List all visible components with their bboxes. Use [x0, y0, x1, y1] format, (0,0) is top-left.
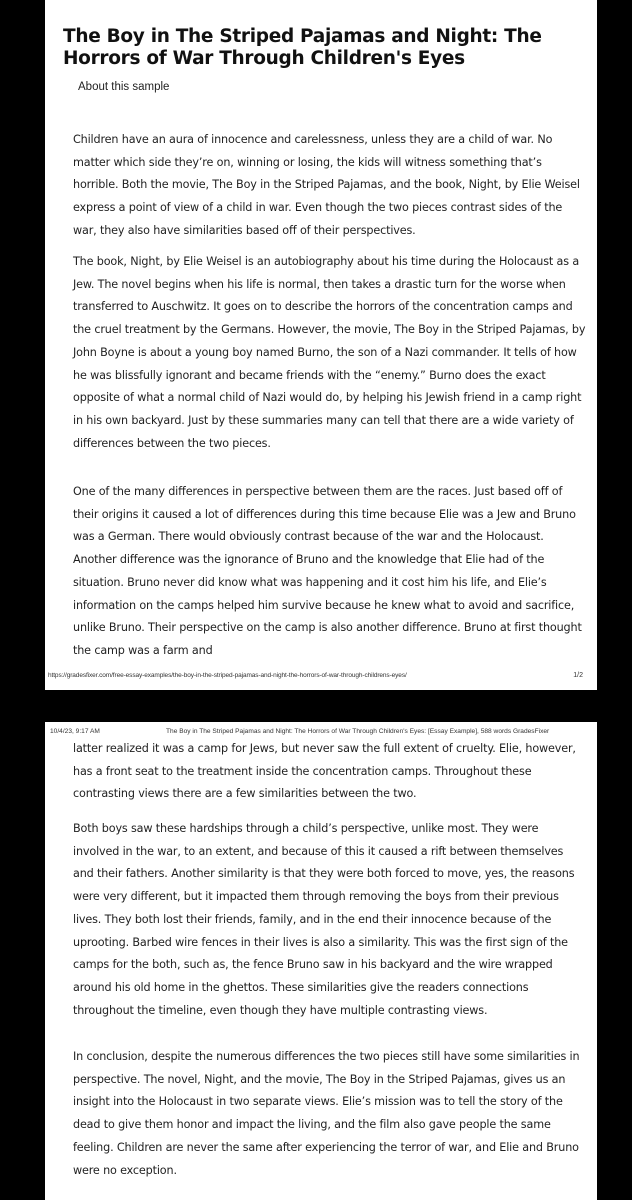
essay-title: The Boy in The Striped Pajamas and Night: The Horrors of War Through Children's Eyes: [63, 26, 542, 69]
about-sample-link[interactable]: About this sample: [78, 81, 170, 93]
document-page-2: [45, 722, 597, 1200]
footer-url: https://gradesfixer.com/free-essay-examples/the-boy-in-the-striped-pajamas-and-night-the-horrors-of-war-through-childrens-eyes/: [48, 672, 407, 679]
document-page-1: [45, 0, 597, 690]
paragraph-differences: One of the many differences in perspective between them are the races. Just based off of their origins it caused a lot of differences during this time because Elie was a Jew and Bruno was a German. There would obviously contrast because of the war and the Holocaust. Another difference was the ignorance of Bruno and the knowledge that Elie had of the situation. Bruno never did know what was happening and it cost him his life, and Elie’s information on the camps helped him survive because he knew what to avoid and sacrifice, unlike Bruno. Their perspective on the camp is also another difference. Bruno at first thought the camp was a farm and: [73, 485, 582, 657]
print-header-date: 10/4/23, 9:17 AM: [50, 728, 100, 735]
paragraph-intro: Children have an aura of innocence and carelessness, unless they are a child of war. No matter which side they’re on, winning or losing, the kids will witness something that’s horrible. Both the movie, The Boy in the Striped Pajamas, and the book, Night, by Elie Weisel express a point of view of a child in war. Even though the two pieces contrast sides of the war, they also have similarities based off of their perspectives.: [73, 133, 580, 237]
print-header-title: The Boy in The Striped Pajamas and Night: The Horrors of War Through Children's Eyes: [Essay Example], 588 words GradesFixer: [166, 728, 550, 735]
paragraph-summary: The book, Night, by Elie Weisel is an autobiography about his time during the Holocaust as a Jew. The novel begins when his life is normal, then takes a drastic turn for the worse when transferred to Auschwitz. It goes on to describe the horrors of the concentration camps and the cruel treatment by the Germans. However, the movie, The Boy in the Striped Pajamas, by John Boyne is about a young boy named Burno, the son of a Nazi commander. It tells of how he was blissfully ignorant and became friends with the “enemy.” Burno does the exact opposite of what a normal child of Nazi would do, by helping his Jewish friend in a camp right in his own backyard. Just by these summaries many can tell that there are a wide variety of differences between the two pieces.: [73, 255, 586, 450]
paragraph-conclusion: In conclusion, despite the numerous differences the two pieces still have some similarities in perspective. The novel, Night, and the movie, The Boy in the Striped Pajamas, gives us an insight into the Holocaust in two separate views. Elie’s mission was to tell the story of the dead to give them honor and impact the living, and the film also gave people the same feeling. Children are never the same after experiencing the terror of war, and Elie and Bruno were no exception.: [73, 1050, 580, 1177]
page-gap: [45, 690, 597, 722]
paragraph-similarities: Both boys saw these hardships through a child’s perspective, unlike most. They were involved in the war, to an extent, and because of this it caused a rift between themselves and their fathers. Another similarity is that they were both forced to move, yes, the reasons were very different, but it impacted them through removing the boys from their previous lives. They both lost their friends, family, and in the end their innocence because of the uprooting. Barbed wire fences in their lives is also a similarity. This was the first sign of the camps for the both, such as, the fence Bruno saw in his backyard and the wire wrapped around his old home in the ghettos. These similarities give the readers connections throughout the timeline, even though they have multiple contrasting views.: [73, 822, 575, 1017]
paragraph-continuation: latter realized it was a camp for Jews, but never saw the full extent of cruelty. Elie, however, has a front seat to the treatment inside the concentration camps. Throughout these contrasting views there are a few similarities between the two.: [73, 742, 576, 801]
page-number: 1/2: [573, 672, 583, 679]
